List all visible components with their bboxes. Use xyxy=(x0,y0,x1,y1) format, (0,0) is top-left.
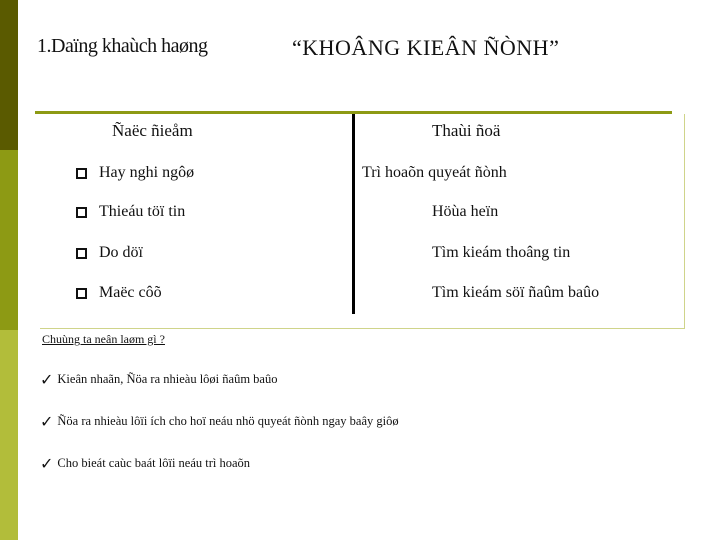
checkbox-bullet-icon xyxy=(76,207,87,218)
list-item xyxy=(76,283,162,303)
check-item-text: Cho bieát caùc baát lôïi neáu trì hoaõn xyxy=(57,456,251,470)
checkbox-bullet-icon xyxy=(76,168,87,179)
left-column-header: Ñaëc ñieåm xyxy=(112,121,193,140)
list-item xyxy=(76,202,185,222)
check-mark-icon: ✓ xyxy=(40,370,54,389)
check-item xyxy=(40,412,399,431)
list-item xyxy=(76,163,194,183)
check-item xyxy=(40,370,277,389)
checkbox-bullet-icon xyxy=(76,288,87,299)
right-item-text: Trì hoaõn quyeát ñònh xyxy=(362,164,507,181)
sidebar-light-stripe xyxy=(0,330,18,540)
left-item-text: Hay nghi ngôø xyxy=(99,164,195,181)
slide-subtitle: “KHOÂNG KIEÂN ÑÒNH” xyxy=(292,35,560,60)
right-item-text: Tìm kieám söï ñaûm baûo xyxy=(432,284,600,301)
question-text: Chuùng ta neân laøm gì ? xyxy=(42,332,165,346)
slide-title: 1.Daïng khaùch haøng xyxy=(37,35,208,57)
right-column-header: Thaùi ñoä xyxy=(432,121,501,140)
checkbox-bullet-icon xyxy=(76,248,87,259)
list-item xyxy=(76,243,143,263)
right-item-text: Höùa heïn xyxy=(432,203,499,220)
right-item-text: Tìm kieám thoâng tin xyxy=(432,244,571,261)
check-mark-icon: ✓ xyxy=(40,454,54,473)
left-item-text: Thieáu töï tin xyxy=(99,203,186,220)
check-mark-icon: ✓ xyxy=(40,412,54,431)
check-item-text: Kieân nhaãn, Ñöa ra nhieàu lôøi ñaûm baûo xyxy=(57,372,278,386)
left-item-text: Maëc côõ xyxy=(99,284,162,301)
column-divider xyxy=(352,114,355,314)
check-item-text: Ñöa ra nhieàu lôïi ích cho hoï neáu nhö quyeát ñònh ngay baây giôø xyxy=(57,414,399,428)
left-item-text: Do döï xyxy=(99,244,143,261)
check-item xyxy=(40,454,250,473)
